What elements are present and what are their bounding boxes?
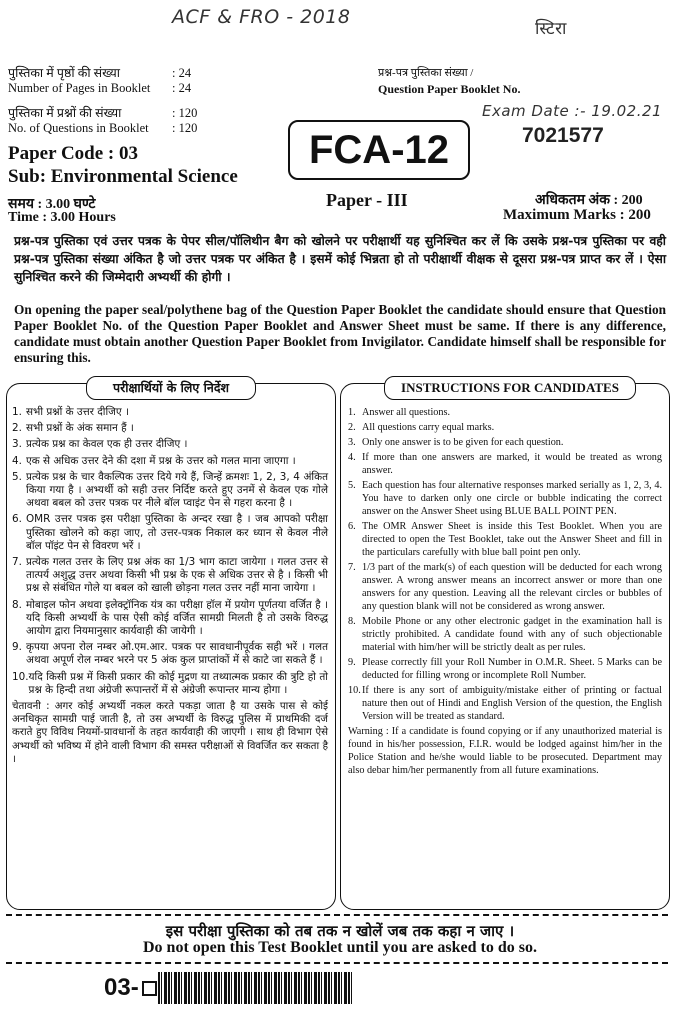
questions-value: : 120 — [172, 121, 198, 135]
english-item-number: 1. — [348, 407, 356, 418]
english-item-text: Answer all questions. — [362, 407, 450, 418]
hindi-item-number: 10. — [12, 670, 29, 683]
english-item-number: 9. — [348, 657, 356, 668]
english-item-text: Please correctly fill your Roll Number in O.M.R. Sheet. 5 Marks can be deducted for filling wrong or incomplete Roll Number. — [362, 657, 662, 681]
time: Time : 3.00 Hours — [8, 210, 116, 225]
hindi-item-number: 2. — [12, 422, 22, 435]
paper-code: Paper Code : 03 — [8, 143, 138, 164]
hindi-item — [12, 671, 328, 697]
footer-hindi: इस परीक्षा पुस्तिका को तब तक न खोलें जब तक कहा न जाए । — [165, 922, 515, 940]
english-item-text: Only one answer is to be given for each question. — [362, 437, 564, 448]
english-item-number: 2. — [348, 422, 356, 433]
english-item — [348, 520, 662, 559]
english-item-text: Mobile Phone or any other electronic gadget in the examination hall is strictly prohibited. A candidate found with any of such objectionable material with him/her will be strictly dealt as per rules. — [362, 616, 662, 653]
english-item — [348, 406, 662, 419]
hindi-item-number: 8. — [12, 598, 22, 611]
footer-english: Do not open this Test Booklet until you are asked to do so. — [143, 939, 537, 956]
english-item-text: The OMR Answer Sheet is inside this Test Booklet. When you are directed to open the Test Booklet, take out the Answer Sheet and fill in the particulars carefully with blue ball point pen only. — [362, 521, 662, 558]
hindi-item-text: प्रत्येक प्रश्न के चार वैकल्पिक उत्तर दिये गये हैं, जिन्हें क्रमशः 1, 2, 3, 4 अंकित किया गया है । अभ्यर्थी को सही उत्तर निर्दिष्ट करते हुए उनमें से केवल एक गोले अथवा बबल को उत्तर पत्रक पर नीले बॉल प्वाइंट पेन से गहरा करना है । — [26, 470, 328, 510]
booklet-no-label: Question Paper Booklet No. — [378, 82, 521, 96]
hindi-item-number: 3. — [12, 438, 22, 451]
english-item-text: 1/3 part of the mark(s) of each question will be deducted for each wrong answer. A wrong answer means an incorrect answer or more than one answers for any question. Leaving all the relevant circles or bubbles of any question blank will not be considered as wrong answer. — [362, 562, 662, 612]
square-icon — [142, 981, 157, 996]
hindi-item — [12, 455, 328, 468]
hindi-item-number: 7. — [12, 556, 22, 569]
english-item-text: If more than one answers are marked, it would be treated as wrong answer. — [362, 452, 662, 476]
time-hindi: समय : 3.00 घण्टे — [8, 197, 96, 212]
hindi-item-text: कृपया अपना रोल नम्बर ओ.एम.आर. पत्रक पर सावधानीपूर्वक सही भरें । गलत अथवा अपूर्ण रोल नम्बर भरने पर 5 अंक कुल प्राप्तांकों में से काटे जा सकते हैं । — [26, 641, 328, 667]
barcode — [158, 972, 354, 1004]
english-item — [348, 421, 662, 434]
dashed-divider-top — [6, 914, 668, 916]
handwritten-note: ACF & FRO - 2018 — [172, 6, 351, 28]
instruction-list-hindi — [12, 406, 328, 766]
hindi-item-text: OMR उत्तर पत्रक इस परीक्षा पुस्तिका के अन्दर रखा है । जब आपको परीक्षा पुस्तिका खोलने को कहा जाए, तो उत्तर-पत्रक निकाल कर ध्यान से केवल नीले बॉल पॉइंट पेन से विवरण भरें । — [26, 513, 328, 552]
max-marks-hindi: अधिकतम अंक : 200 — [535, 193, 643, 208]
handwritten-signature: स्टिरा — [535, 19, 567, 39]
footer-code-text: 03- — [104, 974, 139, 1001]
english-item-number: 4. — [348, 452, 356, 463]
english-item-number: 5. — [348, 480, 356, 491]
english-item-text: If there is any sort of ambiguity/mistake either of printing or factual nature then out of Hindi and English Version of the question, the English Version will be treated as standard. — [362, 685, 662, 722]
hindi-item-number: 6. — [12, 513, 22, 526]
hindi-item-number: 5. — [12, 470, 22, 483]
hindi-item-text: यदि किसी प्रश्न में किसी प्रकार की कोई मुद्रण या तथ्यात्मक प्रकार की त्रुटि हो तो प्रश्न के हिन्दी तथा अंग्रेजी रूपान्तरों में से अंग्रेजी रूपान्तर मान्य होगा । — [28, 670, 328, 696]
hindi-item — [12, 471, 328, 511]
max-marks: Maximum Marks : 200 — [503, 207, 651, 223]
hindi-item — [12, 438, 328, 451]
questions-value-hindi: : 120 — [172, 106, 198, 120]
subject: Sub: Environmental Science — [8, 166, 238, 187]
english-item — [348, 615, 662, 654]
notice-hindi: प्रश्न-पत्र पुस्तिका एवं उत्तर पत्रक के पेपर सील/पॉलिथीन बैग को खोलने पर परीक्षार्थी यह सुनिश्चित कर लें कि उसके प्रश्न-पत्र पुस्तिका पर वही प्रश्न-पत्र पुस्तिका संख्या अंकित है जो उत्तर पत्रक पर अंकित है । इसमें कोई भिन्नता हो तो परीक्षार्थी वीक्षक से दूसरा प्रश्न-पत्र प्राप्त कर लें । ऐसा सुनिश्चित करने की जिम्मेदारी अभ्यर्थी की होगी । — [14, 234, 666, 284]
booklet-number: 7021577 — [522, 124, 604, 147]
english-item — [348, 561, 662, 613]
hindi-item — [12, 556, 328, 596]
hindi-item-text: सभी प्रश्नों के उत्तर दीजिए । — [26, 406, 129, 418]
paper-code-footer — [104, 974, 157, 1002]
hindi-item — [12, 599, 328, 639]
pages-value-hindi: : 24 — [172, 66, 192, 80]
warning-english: Warning : If a candidate is found copying or if any unauthorized material is found in his/her possession, F.I.R. would be lodged against him/her in the Police Station and he/she would liable to be prosecuted. Department may also debar him/her permanently from all future examinations. — [348, 726, 662, 776]
english-item-text: All questions carry equal marks. — [362, 422, 495, 433]
pages-label-hindi: पुस्तिका में पृष्ठों की संख्या — [8, 66, 120, 80]
english-item-number: 3. — [348, 437, 356, 448]
english-item-number: 7. — [348, 562, 356, 573]
hindi-item-number: 1. — [12, 406, 22, 418]
hindi-item-number: 9. — [12, 641, 22, 654]
english-item — [348, 479, 662, 518]
english-item-number: 10. — [348, 685, 361, 696]
hindi-item-text: मोबाइल फोन अथवा इलेक्ट्रॉनिक यंत्र का परीक्षा हॉल में प्रयोग पूर्णतया वर्जित है । यदि किसी अभ्यर्थी के पास ऐसी कोई वर्जित सामग्री मिलती है तो उसके विरुद्ध आयोग द्वारा नियमानुसार कार्यवाही की जायेगी । — [26, 598, 328, 638]
english-item-number: 8. — [348, 616, 356, 627]
english-item-text: Each question has four alternative responses marked serially as 1, 2, 3, 4. You have to darken only one circle or bubble indicating the correct answer on the Answer Sheet using BLUE BALL POINT PEN. — [362, 480, 662, 517]
hindi-item-text: प्रत्येक गलत उत्तर के लिए प्रश्न अंक का 1/3 भाग काटा जायेगा । गलत उत्तर से तात्पर्य अशुद्ध उत्तर अथवा किसी भी प्रश्न के एक से अधिक उत्तर से है । किसी भी प्रश्न से संबंधित गोले या बबल को खाली छोड़ना गलत उत्तर नहीं माना जायेगा । — [26, 556, 328, 595]
pages-label: Number of Pages in Booklet — [8, 81, 151, 95]
handwritten-exam-date: Exam Date :- 19.02.21 — [482, 102, 663, 120]
english-item — [348, 656, 662, 682]
warning-hindi: चेतावनी : अगर कोई अभ्यर्थी नकल करते पकड़ा जाता है या उसके पास से कोई अनधिकृत सामग्री पाई जाती है, तो उस अभ्यर्थी के विरुद्ध पुलिस में प्राथमिकी दर्ज कराते हुए विविध नियमों-प्रावधानों के तहत कार्यवाही की जाएगी । साथ ही विभाग ऐसे अभ्यर्थी को भविष्य में होने वाली विभाग की समस्त परीक्षाओं से विवर्जित कर सकता है । — [12, 701, 328, 765]
hindi-item-text: एक से अधिक उत्तर देने की दशा में प्रश्न के उत्तर को गलत माना जाएगा । — [26, 454, 296, 467]
booklet-no-label-hindi: प्रश्न-पत्र पुस्तिका संख्या / — [378, 67, 474, 79]
english-item — [348, 684, 662, 723]
paper-number: Paper - III — [326, 190, 408, 210]
instructions-title-english: INSTRUCTIONS FOR CANDIDATES — [384, 376, 636, 400]
hindi-item — [12, 406, 328, 419]
english-item — [348, 436, 662, 449]
hindi-item — [12, 513, 328, 553]
notice-english: On opening the paper seal/polythene bag of the Question Paper Booklet the candidate should ensure that Question Paper Booklet No. of the Question Paper Booklet and Answer Sheet must be same. If there is any difference, candidate must obtain another Question Paper Booklet from Invigilator. Candidate himself shall be responsible for ensuring this. — [14, 302, 666, 365]
hindi-item — [12, 422, 328, 435]
questions-label-hindi: पुस्तिका में प्रश्नों की संख्या — [8, 106, 122, 120]
instruction-list-english — [348, 406, 662, 777]
english-item-number: 6. — [348, 521, 356, 532]
instructions-title-hindi: परीक्षार्थियों के लिए निर्देश — [86, 376, 256, 400]
paper-series-code: FCA-12 — [288, 120, 470, 180]
hindi-item — [12, 641, 328, 667]
english-item — [348, 451, 662, 477]
dashed-divider-bottom — [6, 962, 668, 964]
hindi-item-number: 4. — [12, 454, 22, 467]
hindi-item-text: सभी प्रश्नों के अंक समान हैं । — [26, 422, 134, 435]
questions-label: No. of Questions in Booklet — [8, 121, 149, 135]
pages-value: : 24 — [172, 81, 192, 95]
hindi-item-text: प्रत्येक प्रश्न का केवल एक ही उत्तर दीजिए । — [26, 438, 188, 451]
